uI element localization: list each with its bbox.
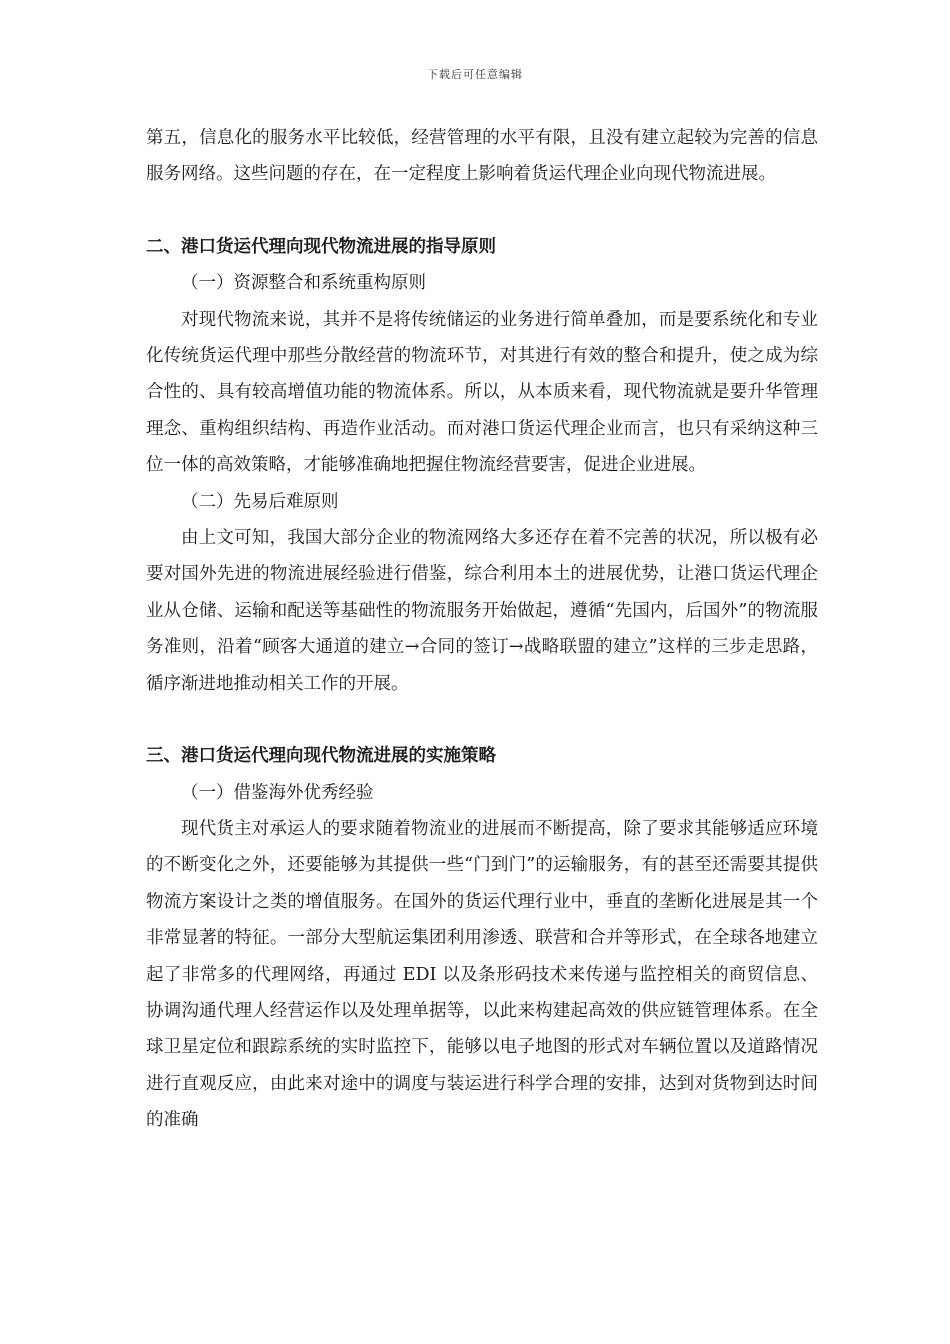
subheading-2-1: （一）资源整合和系统重构原则 xyxy=(181,273,426,294)
section-gap xyxy=(146,702,818,738)
document-body xyxy=(146,120,818,1139)
paragraph-2-1: 对现代物流来说，其并不是将传统储运的业务进行简单叠加，而是要系统化和专业化传统货运代理中那些分散经营的物流环节，对其进行有效的整合和提升，使之成为综合性的、具有较高增值功能的物流体系。所以，从本质来看，现代物流就是要升华管理理念、重构组织结构、再造作业活动。而对港口货运代理企业而言，也只有采纳这种三位一体的高效策略，才能够准确地把握住物流经营要害，促进企业进展。 xyxy=(146,309,818,476)
section-gap xyxy=(146,193,818,229)
paragraph-intro: 第五，信息化的服务水平比较低，经营管理的水平有限，且没有建立起较为完善的信息服务网络。这些问题的存在，在一定程度上影响着货运代理企业向现代物流进展。 xyxy=(146,128,818,185)
header-note: 下载后可任意编辑 xyxy=(427,68,523,81)
paragraph-3-1: 现代货主对承运人的要求随着物流业的进展而不断提高，除了要求其能够适应环境的不断变化之外，还要能够为其提供一些“门到门”的运输服务，有的甚至还需要其提供物流方案设计之类的增值服务。在国外的货运代理行业中，垂直的垄断化进展是其一个非常显著的特征。一部分大型航运集团利用渗透、联营和合并等形式，在全球各地建立起了非常多的代理网络，再通过 EDI 以及条形码技术来传递与监控相关的商贸信息、协调沟通代理人经营运作以及处理单据等，以此来构建起高效的供应链管理体系。在全球卫星定位和跟踪系统的实时监控下，能够以电子地图的形式对车辆位置以及道路情况进行直观反应，由此来对途中的调度与装运进行科学合理的安排，达到对货物到达时间的准确 xyxy=(146,818,818,1131)
subheading-3-1: （一）借鉴海外优秀经验 xyxy=(181,782,374,803)
section-heading-3: 三、港口货运代理向现代物流进展的实施策略 xyxy=(146,746,496,767)
subheading-2-2: （二）先易后难原则 xyxy=(181,491,339,512)
paragraph-2-2: 由上文可知，我国大部分企业的物流网络大多还存在着不完善的状况，所以极有必要对国外先进的物流进展经验进行借鉴，综合利用本土的进展优势，让港口货运代理企业从仓储、运输和配送等基础性的物流服务开始做起，遵循“先国内，后国外”的物流服务准则，沿着“顾客大通道的建立→合同的签订→战略联盟的建立”这样的三步走思路，循序渐进地推动相关工作的开展。 xyxy=(146,528,818,694)
section-heading-2: 二、港口货运代理向现代物流进展的指导原则 xyxy=(146,236,496,257)
